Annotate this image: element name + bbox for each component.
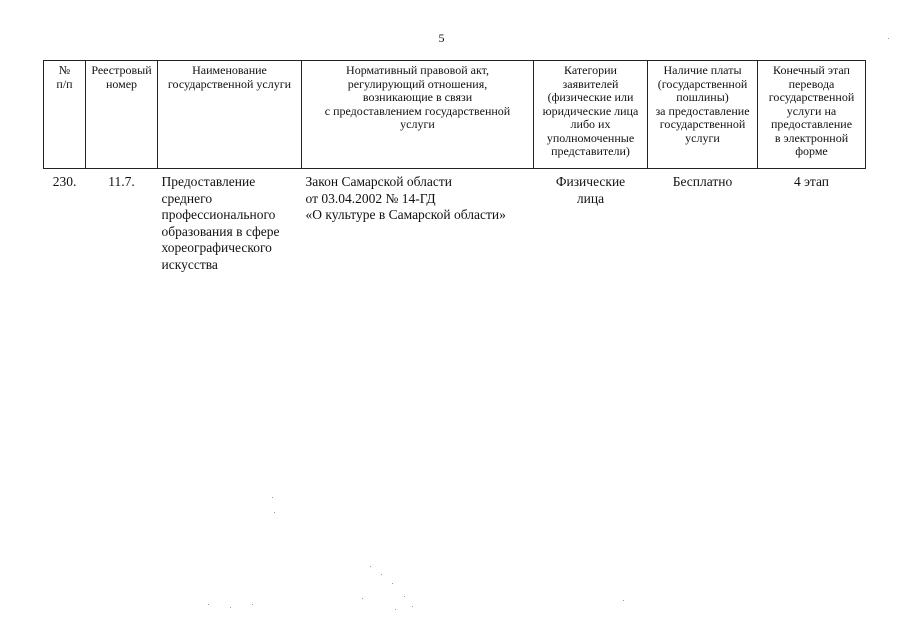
cell-applicant-category: Физические лица <box>555 174 626 206</box>
header-number: № п/п <box>44 61 86 169</box>
table-header-row <box>44 61 866 169</box>
header-applicant-category: Категории заявителей (физические или юридические лица либо их уполномоченные представители) <box>534 61 648 169</box>
header-registry-number: Реестровый номер <box>86 61 158 169</box>
cell-number: 230. <box>52 174 77 189</box>
cell-registry-number: 11.7. <box>108 174 135 189</box>
cell-final-stage: 4 этап <box>793 174 830 189</box>
cell-service-name: Предоставление среднего профессионального образования в сфере хореографического искусства <box>161 174 280 272</box>
header-service-name: Наименование государственной услуги <box>158 61 302 169</box>
header-final-stage: Конечный этап перевода государственной услуги на предоставление в электронной форме <box>758 61 866 169</box>
cell-legal-act: Закон Самарской области от 03.04.2002 № 14-ГД «О культуре в Самарской области» <box>305 174 506 222</box>
page-number: 5 <box>438 31 445 45</box>
cell-fee: Бесплатно <box>672 174 733 189</box>
header-legal-act: Нормативный правовой акт, регулирующий отношения, возникающие в связи с предоставлением государственной услуги <box>302 61 534 169</box>
header-fee: Наличие платы (государственной пошлины) за предоставление государственной услуги <box>648 61 758 169</box>
table-row <box>44 169 866 274</box>
services-table <box>43 60 866 273</box>
